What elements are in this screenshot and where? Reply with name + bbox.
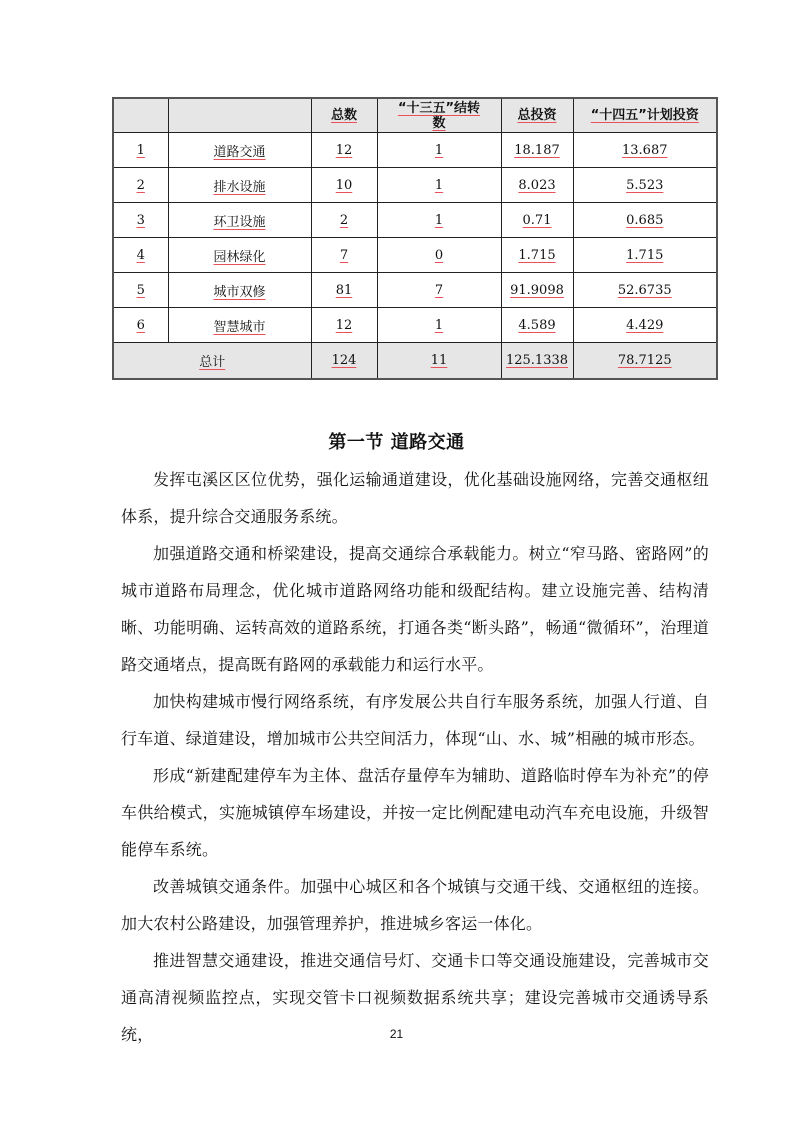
row-name: 城市双修 [213,284,266,300]
header-carryover [377,98,501,133]
paragraph: 加快构建城市慢行网络系统，有序发展公共自行车服务系统，加强人行道、自行车道、绿道建设，增加城市公共空间活力，体现“山、水、城”相融的城市形态。 [121,692,709,748]
header-category [168,98,311,133]
row-no: 6 [136,317,145,333]
row-name: 道路交通 [213,144,266,160]
row-investment: 8.023 [518,177,556,193]
table-row [113,203,717,238]
row-plan-investment: 1.715 [626,247,664,263]
row-total: 7 [339,247,349,263]
paragraph: 形成“新建配建停车为主体、盘活存量停车为辅助、道路临时停车为补充”的停车供给模式，实施城镇停车场建设，并按一定比例配建电动汽车充电设施，升级智能停车系统。 [121,766,709,859]
row-investment: 18.187 [514,142,560,158]
paragraph: 发挥屯溪区区位优势，强化运输通道建设，优化基础设施网络，完善交通枢纽体系，提升综合交通服务系统。 [121,470,709,526]
row-carryover: 1 [434,317,444,333]
header-carryover-line2: 数 [432,115,446,131]
row-total: 2 [339,212,349,228]
row-plan-investment: 13.687 [622,142,668,158]
row-plan-investment: 4.429 [626,317,664,333]
table-row [113,308,717,343]
investment-summary-table [112,97,718,380]
total-investment: 125.1338 [505,353,569,368]
paragraph: 推进智慧交通建设，推进交通信号灯、交通卡口等交通设施建设，完善城市交通高清视频监控点，实现交管卡口视频数据系统共享；建设完善城市交通诱导系统， [121,951,709,1044]
header-no [113,98,168,133]
total-label: 总计 [199,355,226,370]
row-plan-investment: 5.523 [626,177,664,193]
paragraph: 加强道路交通和桥梁建设，提高交通综合承载能力。树立“窄马路、密路网”的城市道路布局理念，优化城市道路网络功能和级配结构。建立设施完善、结构清晰、功能明确、运转高效的道路系统，打通各类“断头路”，畅通“微循环”，治理道路交通堵点，提高既有路网的承载能力和运行水平。 [121,544,709,674]
row-plan-investment: 0.685 [626,212,664,228]
row-no: 5 [136,282,145,298]
row-investment: 0.71 [522,212,552,228]
row-plan-investment: 52.6735 [617,282,672,298]
table-header-row [113,98,717,133]
row-no: 1 [136,142,145,158]
row-total: 12 [335,142,353,158]
header-carryover-line1: “十三五”结转 [397,100,481,116]
table-row [113,238,717,273]
row-name: 园林绿化 [213,249,266,265]
header-investment [501,98,573,133]
table-row [113,133,717,168]
row-carryover: 7 [434,282,444,298]
row-no: 3 [136,212,145,228]
row-carryover: 1 [434,142,444,158]
table-row [113,168,717,203]
row-no: 2 [136,177,145,193]
row-carryover: 1 [434,212,444,228]
row-carryover: 1 [434,177,444,193]
total-carryover: 11 [430,353,448,368]
body-text [121,461,709,1053]
row-name: 智慧城市 [213,319,266,335]
header-plan-investment-label: “十四五”计划投资 [590,108,699,123]
row-total: 12 [335,317,353,333]
row-name: 排水设施 [213,179,266,195]
row-name: 环卫设施 [213,214,266,230]
header-total-label: 总数 [330,108,357,123]
table-total-row [113,343,717,380]
table-row [113,273,717,308]
row-no: 4 [136,247,145,263]
page-number: 21 [389,1027,404,1041]
header-plan-investment [573,98,717,133]
row-total: 81 [335,282,353,298]
total-count: 124 [331,353,357,368]
row-investment: 4.589 [518,317,556,333]
header-investment-label: 总投资 [517,108,557,123]
row-total: 10 [335,177,353,193]
paragraph: 改善城镇交通条件。加强中心城区和各个城镇与交通干线、交通枢纽的连接。加大农村公路建设，加强管理养护，推进城乡客运一体化。 [121,877,709,933]
header-total [311,98,377,133]
row-investment: 91.9098 [510,282,564,298]
row-investment: 1.715 [518,247,556,263]
row-carryover: 0 [434,247,444,263]
total-plan-investment: 78.7125 [617,353,672,368]
section-title: 第一节 道路交通 [328,432,465,453]
